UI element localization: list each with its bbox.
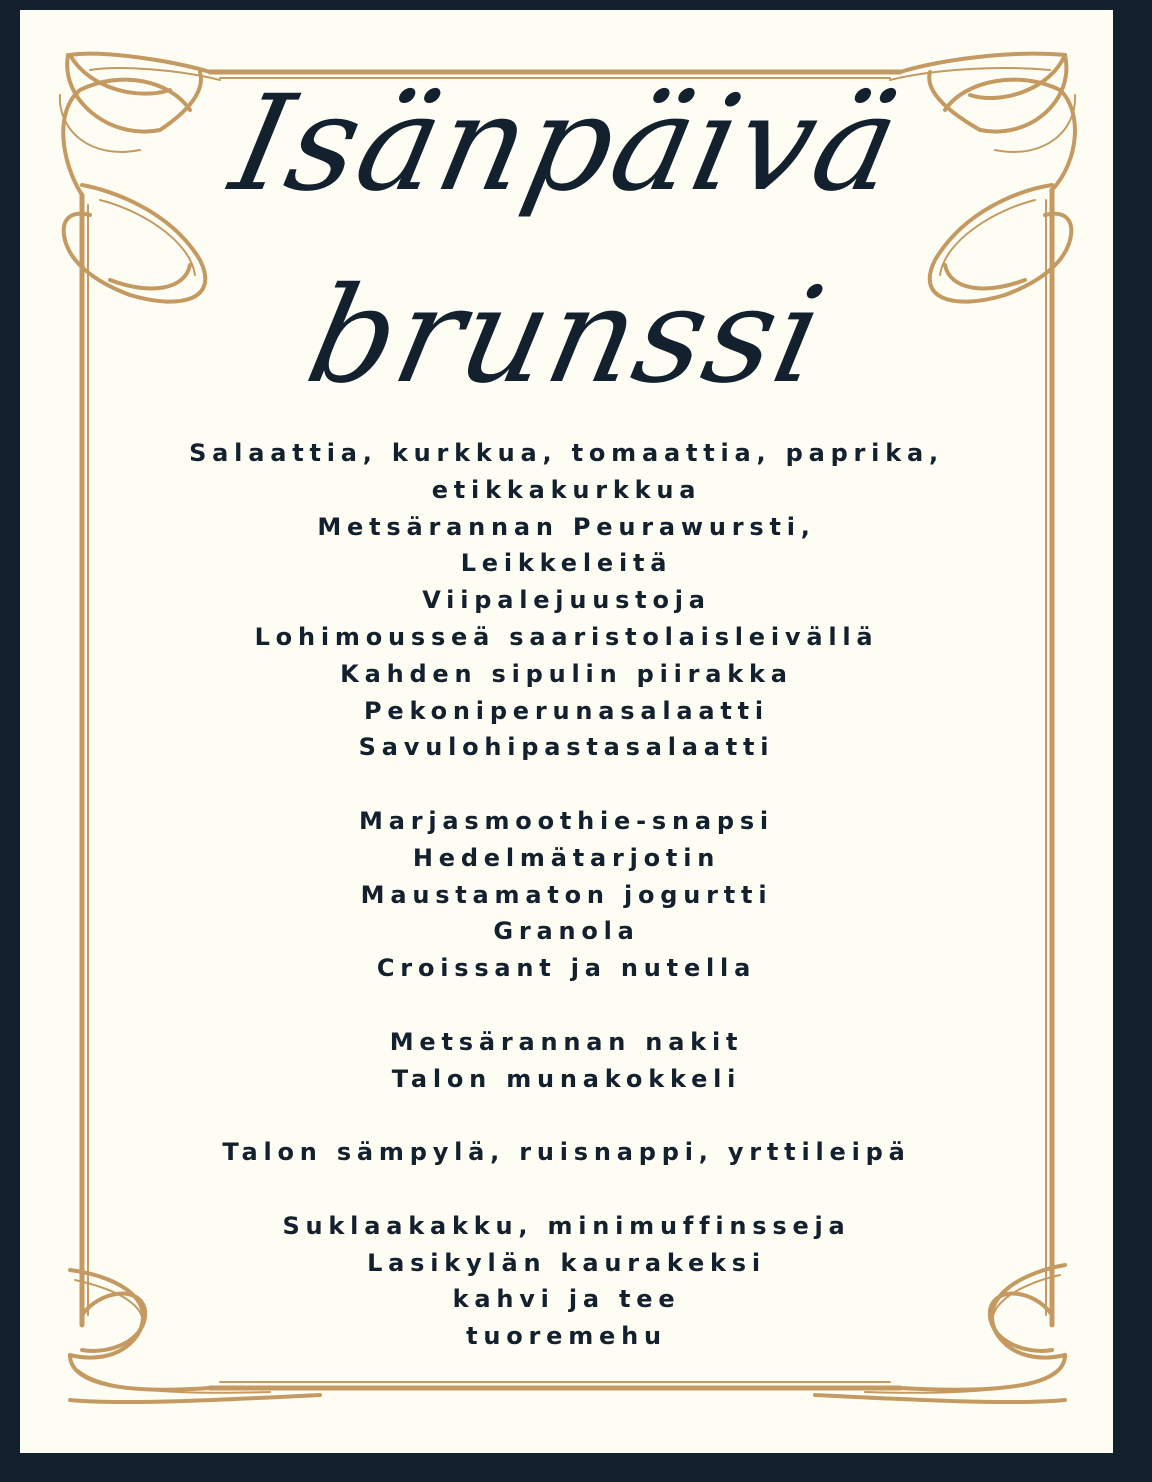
menu-list [20, 435, 1113, 1355]
menu-item: Metsärannan Peurawursti, [317, 512, 816, 541]
menu-item: Hedelmätarjotin [412, 843, 721, 872]
menu-item: Leikkeleitä [460, 549, 673, 578]
menu-item: Savulohipastasalaatti [358, 733, 775, 762]
title-isanpaiva: Isänpäivä [219, 67, 914, 221]
menu-item: Salaattia, kurkkua, tomaattia, paprika, [189, 439, 944, 467]
menu-item: Metsärannan nakit [389, 1027, 744, 1056]
title-brunssi: brunssi [295, 259, 838, 413]
menu-item: kahvi ja tee [452, 1285, 681, 1314]
menu-item: Viipalejuustoja [422, 586, 711, 615]
menu-card [20, 10, 1113, 1453]
menu-item: Talon munakokkeli [391, 1064, 742, 1093]
menu-item: Kahden sipulin piirakka [340, 659, 793, 688]
menu-item: etikkakurkkua [431, 475, 702, 504]
menu-item: Pekoniperunasalaatti [364, 696, 769, 725]
menu-item: Granola [493, 917, 640, 946]
menu-item: Suklaakakku, minimuffinsseja [282, 1211, 851, 1240]
menu-item: Talon sämpylä, ruisnappi, yrttileipä [222, 1138, 911, 1167]
menu-item: tuoremehu [466, 1322, 667, 1351]
menu-item: Marjasmoothie-snapsi [359, 806, 774, 835]
menu-item: Croissant ja nutella [376, 954, 757, 983]
menu-item: Lohimousseä saaristolaisleivällä [254, 622, 879, 651]
menu-item: Maustamaton jogurtti [360, 880, 773, 909]
menu-item: Lasikylän kaurakeksi [367, 1248, 766, 1277]
